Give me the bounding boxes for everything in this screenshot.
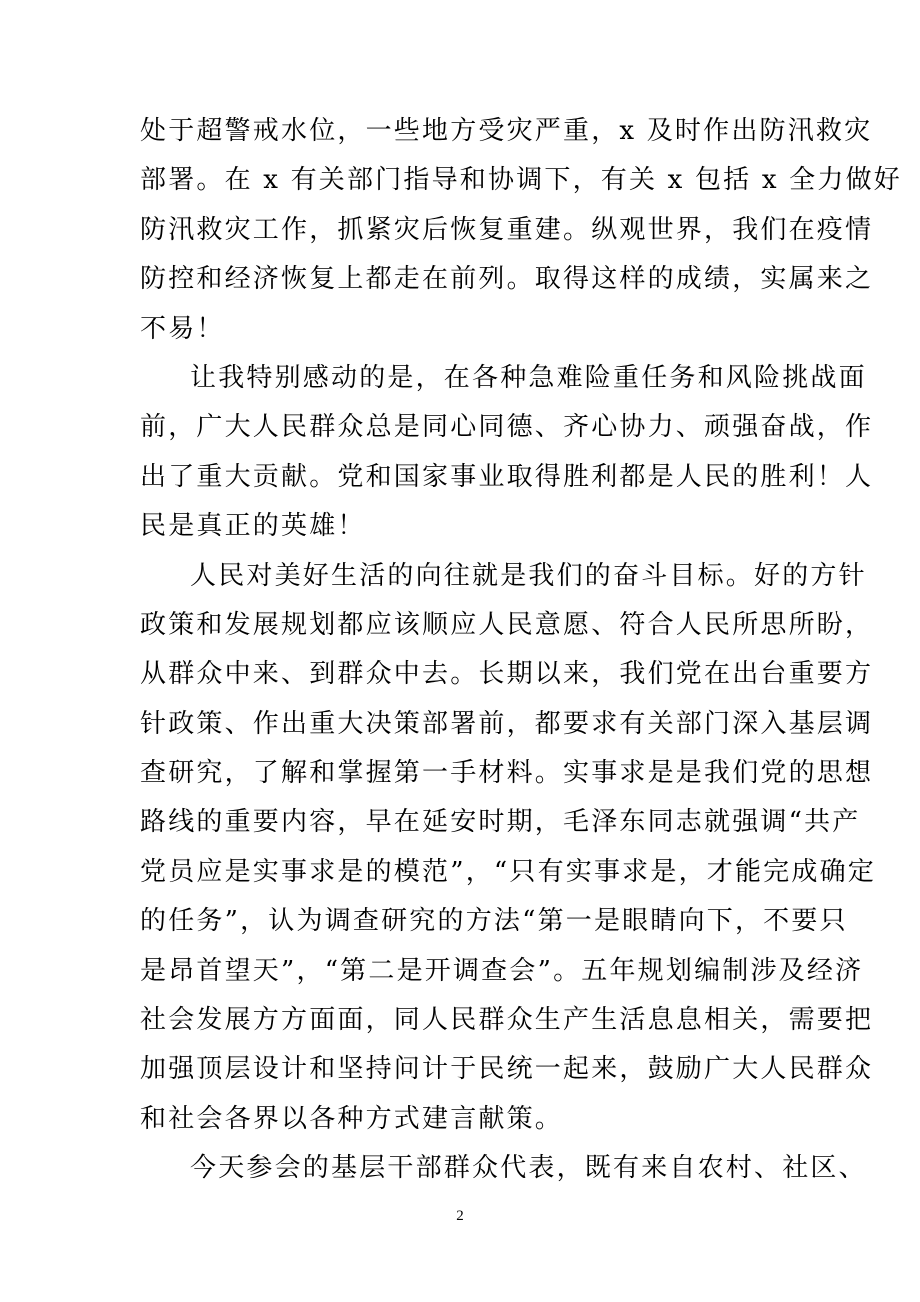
text-line: 部署。在 x 有关部门指导和协调下，有关 x 包括 x 全力做好	[140, 165, 902, 196]
text-line: 防控和经济恢复上都走在前列。取得这样的成绩，实属来之	[140, 264, 874, 295]
text-line: 是昂首望天”，“第二是开调查会”。五年规划编制涉及经济	[140, 955, 864, 986]
text-line: 党员应是实事求是的模范”，“只有实事求是，才能完成确定	[140, 856, 876, 887]
text-line: 处于超警戒水位，一些地方受灾严重，x 及时作出防汛救灾	[140, 116, 873, 146]
text-line: 的任务”，认为调查研究的方法“第一是眼睛向下，不要只	[140, 906, 848, 937]
text-line: 加强顶层设计和坚持问计于民统一起来，鼓励广大人民群众	[140, 1054, 874, 1085]
page-number: 2	[456, 1208, 464, 1224]
paragraph-start-line: 人民对美好生活的向往就是我们的奋斗目标。好的方针	[190, 560, 867, 591]
text-line: 出了重大贡献。党和国家事业取得胜利都是人民的胜利！人	[140, 461, 874, 492]
body-text	[140, 107, 902, 1194]
text-line: 路线的重要内容，早在延安时期，毛泽东同志就强调“共产	[140, 807, 861, 838]
paragraph-start-line: 让我特别感动的是，在各种急难险重任务和风险挑战面	[190, 362, 867, 393]
text-line: 社会发展方方面面，同人民群众生产生活息息相关，需要把	[140, 1005, 874, 1036]
paragraph-start-line: 今天参会的基层干部群众代表，既有来自农村、社区、	[190, 1153, 867, 1184]
text-line: 防汛救灾工作，抓紧灾后恢复重建。纵观世界，我们在疫情	[140, 214, 874, 245]
text-line: 不易！	[140, 313, 225, 344]
text-line: 和社会各界以各种方式建言献策。	[140, 1103, 564, 1134]
text-line: 查研究，了解和掌握第一手材料。实事求是是我们党的思想	[140, 758, 874, 789]
text-line: 从群众中来、到群众中去。长期以来，我们党在出台重要方	[140, 659, 874, 690]
text-line: 针政策、作出重大决策部署前，都要求有关部门深入基层调	[140, 708, 874, 739]
text-line: 民是真正的英雄！	[140, 511, 366, 542]
text-line: 前，广大人民群众总是同心同德、齐心协力、顽强奋战，作	[140, 412, 874, 443]
text-line: 政策和发展规划都应该顺应人民意愿、符合人民所思所盼，	[140, 609, 874, 640]
